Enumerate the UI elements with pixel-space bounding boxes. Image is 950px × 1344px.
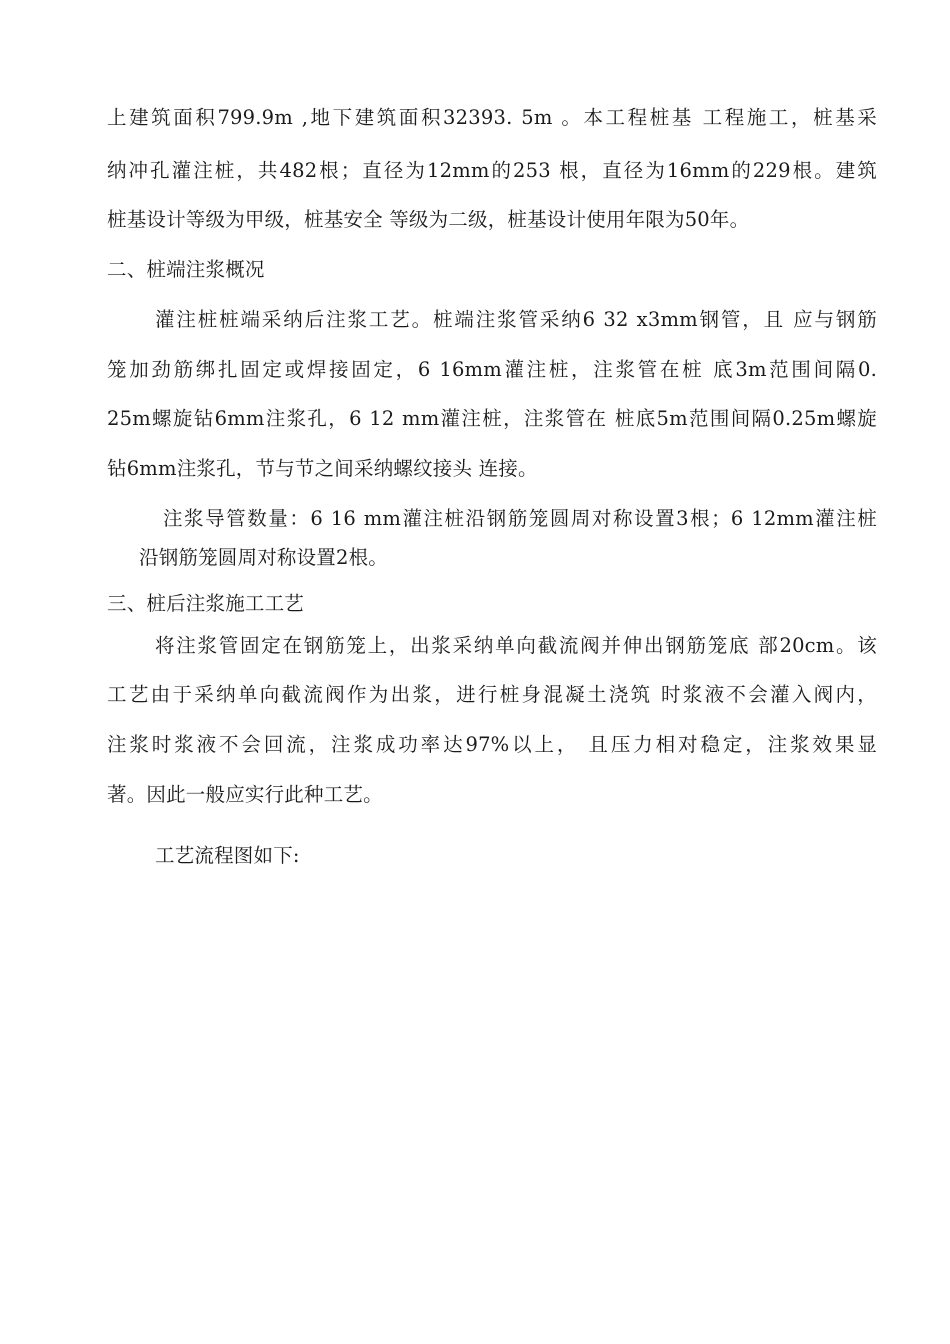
section-3-paragraph-1-line-3: 注浆时浆液不会回流，注浆成功率达97%以上， 且压力相对稳定，注浆效果显 [107,733,877,756]
section-3-paragraph-1-line-2: 工艺由于采纳单向截流阀作为出浆，进行桩身混凝土浇筑 时浆液不会灌入阀内， [107,683,877,706]
section-2-paragraph-1-line-3: 25m螺旋钻6mm注浆孔，6 12 mm灌注桩，注浆管在 桩底5m范围间隔0.25m螺旋 [107,407,877,430]
section-2-paragraph-1-line-4: 钻6mm注浆孔，节与节之间采纳螺纹接头 连接。 [107,457,538,480]
section-2-heading: 二、桩端注浆概况 [107,258,265,281]
section-2-paragraph-2-line-2: 沿钢筋笼圆周对称设置2根。 [139,546,389,569]
section-2-paragraph-2-line-1: 注浆导管数量：6 16 mm灌注桩沿钢筋笼圆周对称设置3根；6 12mm灌注桩 [163,507,877,530]
section-3-paragraph-1-line-4: 著。因此一般应实行此种工艺。 [107,783,383,806]
section-2-paragraph-1-line-1: 灌注桩桩端采纳后注浆工艺。桩端注浆管采纳6 32 x3mm钢管，且 应与钢筋 [155,308,877,331]
paragraph-1-line-1: 上建筑面积799.9m ,地下建筑面积32393. 5m 。本工程桩基 工程施工，桩基采 [107,106,877,129]
section-3-paragraph-1-line-1: 将注浆管固定在钢筋笼上，出浆采纳单向截流阀并伸出钢筋笼底 部20cm。该 [155,634,877,657]
flowchart-caption: 工艺流程图如下: [155,844,300,867]
paragraph-1-line-2: 纳冲孔灌注桩，共482根；直径为12mm的253 根，直径为16mm的229根。建筑 [107,159,877,182]
paragraph-1-line-3: 桩基设计等级为甲级，桩基安全 等级为二级，桩基设计使用年限为50年。 [107,208,750,231]
section-2-paragraph-1-line-2: 笼加劲筋绑扎固定或焊接固定，6 16mm灌注桩，注浆管在桩 底3m范围间隔0. [107,358,877,381]
section-3-heading: 三、桩后注浆施工工艺 [107,592,305,615]
